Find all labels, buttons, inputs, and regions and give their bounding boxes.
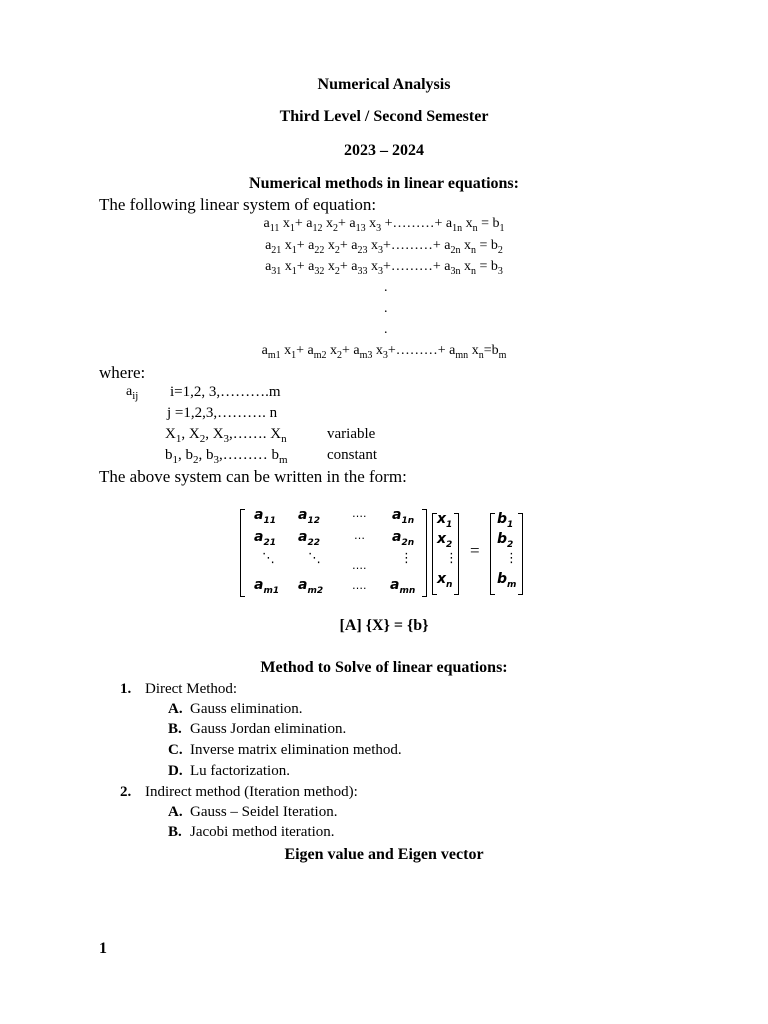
method-item: Inverse matrix elimination method.	[190, 742, 402, 758]
constants-list: $b_1$, $b_2$, $b_3,\dots\dots\dots$ $b_m$	[165, 447, 288, 466]
methods-heading: Method to Solve of linear equations:	[260, 659, 508, 676]
vector-x-cell: $x_n$	[437, 571, 453, 590]
vertical-dot: .	[384, 301, 388, 316]
equation-row-1: $a_{11}$ $x_1+ a_{12}$ $x_2+ a_{13}$ $x_3$ +………+ $a_{1n}$ $x_n = b_1$	[263, 216, 505, 234]
matrix-a-cell: …	[354, 529, 365, 542]
matrix-a-cell: $a_{m2}$	[298, 577, 324, 596]
matrix-a-right-bracket	[422, 509, 427, 597]
variables-list: $X_1$, $X_2$, $X_3,\dots\dots$. $X_n$	[165, 426, 287, 445]
vector-b-cell: $b_1$	[497, 511, 514, 530]
method-letter: A.	[168, 701, 183, 717]
page-number: 1	[99, 940, 107, 957]
i-range: i=1,2, 3,……….m	[170, 384, 281, 400]
vector-b-cell: $b_m$	[497, 571, 517, 590]
method-number: 2.	[120, 784, 132, 800]
doc-title: Numerical Analysis	[317, 76, 451, 93]
method-letter: B.	[168, 721, 182, 737]
vertical-dot: .	[384, 280, 388, 295]
method-number: 1.	[120, 681, 132, 697]
method-label: Indirect method (Iteration method):	[145, 784, 358, 800]
j-range: j =1,2,3,………. n	[167, 405, 278, 421]
where-label: where:	[99, 363, 146, 382]
matrix-a-cell: $a_{mn}$	[390, 577, 416, 596]
matrix-a-cell: ⋮	[400, 551, 413, 566]
method-letter: C.	[168, 742, 183, 758]
intro-text: The following linear system of equation:	[99, 195, 377, 214]
vector-b-right-bracket	[518, 513, 523, 595]
vector-b-left-bracket	[490, 513, 495, 595]
matrix-a-cell: ….	[352, 507, 367, 520]
matrix-a-cell: $a_{1n}$	[392, 507, 415, 526]
matrix-a-left-bracket	[240, 509, 245, 597]
equation-row-3: $a_{31}$ $x_1+ a_{32}$ $x_2+ a_{33}$ $x_3+\dots\dots\dots+ a_{3n}$ $x_n = b_3$	[265, 259, 503, 277]
year-line: 2023 – 2024	[344, 142, 424, 159]
vector-x-cell: ⋮	[445, 551, 458, 566]
matrix-a-cell: ⋱	[308, 551, 321, 566]
constants-label: constant	[327, 447, 377, 463]
matrix-a-cell: $a_{2n}$	[392, 529, 415, 548]
variables-label: variable	[327, 426, 376, 442]
method-item: Gauss – Seidel Iteration.	[190, 804, 338, 820]
method-letter: D.	[168, 763, 183, 779]
matrix-a-cell: $a_{m1}$	[254, 577, 280, 596]
matrix-a-cell: ….	[352, 559, 367, 572]
method-item: Lu factorization.	[190, 763, 290, 779]
method-label: Direct Method:	[145, 681, 238, 697]
method-item: Jacobi method iteration.	[190, 824, 335, 840]
vertical-dot: .	[384, 322, 388, 337]
matrix-a-cell: $a_{11}$	[254, 507, 276, 526]
vector-b-cell: $b_2$	[497, 531, 514, 550]
matrix-equation	[240, 505, 530, 600]
vector-x-cell: $x_2$	[437, 531, 453, 550]
form-text: The above system can be written in the form:	[99, 467, 407, 486]
aij-symbol: $a_{ij}$	[126, 384, 139, 402]
equals-sign: =	[470, 541, 480, 560]
vector-x-cell: $x_1$	[437, 511, 453, 530]
method-item: Gauss Jordan elimination.	[190, 721, 347, 737]
compact-form: [A] {X} = {b}	[339, 617, 429, 634]
method-letter: B.	[168, 824, 182, 840]
matrix-a-cell: ⋱	[262, 551, 275, 566]
matrix-a-cell: ….	[352, 579, 367, 592]
section-heading: Numerical methods in linear equations:	[249, 175, 519, 192]
matrix-a-cell: $a_{12}$	[298, 507, 320, 526]
equation-row-m: $a_{m1}$ $x_1+ a_{m2}$ $x_2+ a_{m3}$ $x_3+\dots\dots\dots+ a_{mn}$ $x_n=b_m$	[261, 343, 507, 361]
method-letter: A.	[168, 804, 183, 820]
method-item: Gauss elimination.	[190, 701, 303, 717]
matrix-a-cell: $a_{22}$	[298, 529, 320, 548]
equation-row-2: $a_{21}$ $x_1+ a_{22}$ $x_2+ a_{23}$ $x_3+\dots\dots\dots+ a_{2n}$ $x_n = b_2$	[265, 238, 503, 256]
level-line: Third Level / Second Semester	[279, 108, 489, 125]
matrix-a-cell: $a_{21}$	[254, 529, 276, 548]
vector-b-cell: ⋮	[505, 551, 518, 566]
eigen-heading: Eigen value and Eigen vector	[284, 846, 484, 863]
